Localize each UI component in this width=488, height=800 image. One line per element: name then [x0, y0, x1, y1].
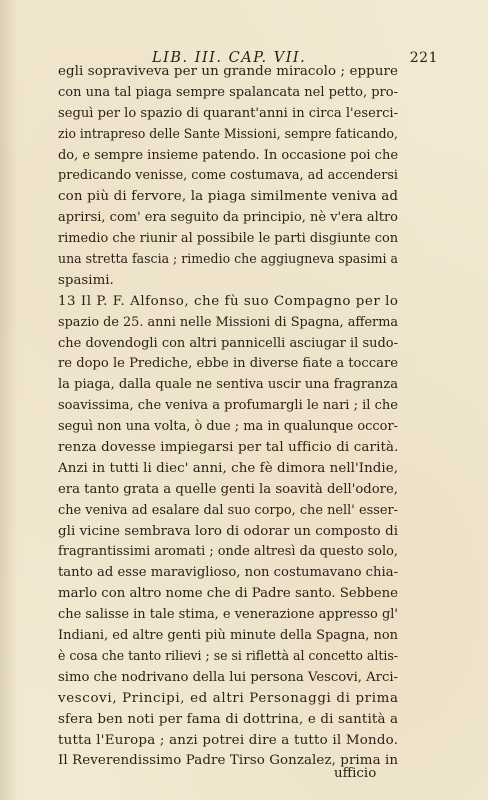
text-line: 13 Il P. F. Alfonso, che fù suo Compagno per lo	[58, 293, 399, 309]
text-line: marlo con altro nome che di Padre santo. Sebbene	[58, 586, 398, 602]
text-line: simo che nodrivano della lui persona Vescovi, Arci-	[58, 669, 399, 685]
text-line: che dovendogli con altri pannicelli asciugar il sudo-	[58, 335, 398, 351]
text-line: spasimi.	[58, 272, 114, 288]
text-line: con più di fervore, la piaga similmente veniva ad	[58, 189, 399, 205]
text-line: che salisse in tale stima, e venerazione appresso gl'	[58, 607, 398, 623]
text-line: seguì per lo spazio di quarant'anni in circa l'eserci-	[58, 105, 399, 121]
text-line: aprirsi, com' era seguito da principio, nè v'era altro	[58, 210, 398, 226]
body-text	[58, 62, 398, 772]
text-line: rimedio che riunir al possibile le parti disgiunte con	[58, 231, 399, 247]
text-line: re dopo le Prediche, ebbe in diverse fiate a toccare	[58, 356, 398, 372]
text-line: predicando venisse, come costumava, ad accendersi	[58, 168, 398, 184]
text-line: egli sopraviveva per un grande miracolo ; eppure	[58, 64, 399, 79]
text-line: una stretta fascia ; rimedio che aggiugneva spasimi a	[58, 252, 399, 268]
gutter-shadow	[0, 0, 18, 800]
text-line: seguì non una volta, ò due ; ma in qualunque occor-	[58, 419, 399, 435]
text-line: Il Reverendissimo Padre Tirso Gonzalez, prima in	[58, 753, 399, 769]
running-head: LIB. III. CAP. VII.	[152, 50, 307, 66]
text-line: Anzi in tutti li diec' anni, che fè dimora nell'Indie,	[58, 460, 399, 476]
page-number: 221	[409, 50, 438, 66]
text-line: renza dovesse impiegarsi per tal ufficio di carità.	[58, 440, 399, 456]
text-line: soavissima, che veniva a profumargli le nari ; il che	[58, 398, 399, 414]
text-line: spazio de 25. anni nelle Missioni di Spagna, afferma	[58, 314, 399, 330]
text-line: sfera ben noti per fama di dottrina, e di santità a	[58, 711, 399, 727]
text-line: con una tal piaga sempre spalancata nel petto, pro-	[58, 84, 399, 100]
text-line: fragrantissimi aromati ; onde altresì da questo solo,	[58, 544, 399, 560]
text-line: che veniva ad esalare dal suo corpo, che nell' esser-	[58, 502, 399, 518]
text-line: era tanto grata a quelle genti la soavità dell'odore,	[58, 481, 398, 497]
catchword: ufficio	[334, 766, 377, 781]
text-line: zio intrapreso delle Sante Missioni, sempre faticando,	[58, 126, 398, 142]
text-line: tutta l'Europa ; anzi potrei dire a tutto il Mondo.	[58, 732, 399, 748]
text-line: Indiani, ed altre genti più minute della Spagna, non	[58, 628, 399, 644]
text-line: la piaga, dalla quale ne sentiva uscir una fragranza	[58, 377, 399, 393]
text-line: do, e sempre insieme patendo. In occasione poi che	[58, 147, 399, 163]
text-line: vescovi, Principi, ed altri Personaggi di prima	[58, 690, 399, 706]
text-line: tanto ad esse maraviglioso, non costumavano chia-	[58, 565, 399, 581]
text-line: gli vicine sembrava loro di odorar un composto di	[58, 523, 399, 539]
text-line: è cosa che tanto rilievi ; se si riflettà al concetto altis-	[58, 648, 398, 664]
